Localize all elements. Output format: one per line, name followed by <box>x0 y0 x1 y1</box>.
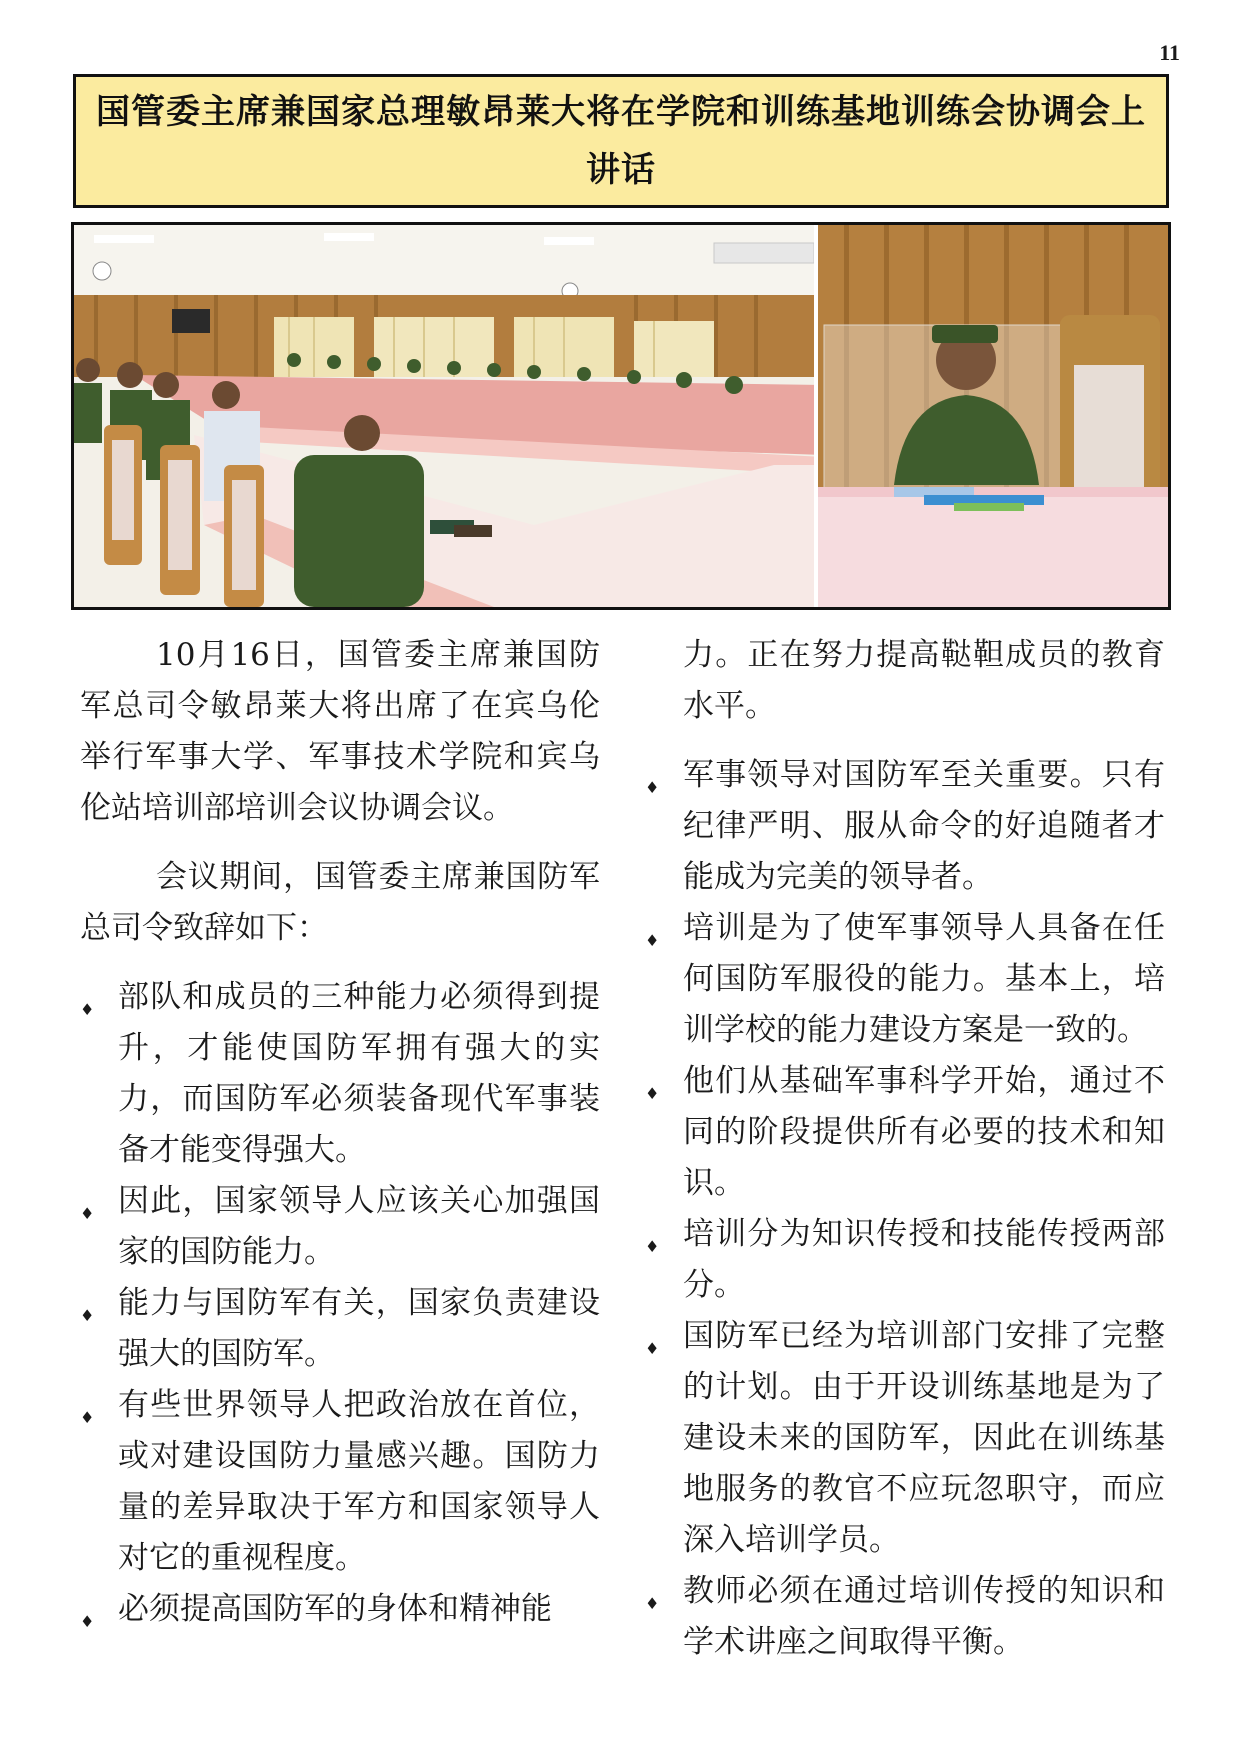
list-item: ♦ 因此，国家领导人应该关心加强国家的国防能力。 <box>80 1183 600 1270</box>
meeting-photo <box>71 222 1171 610</box>
list-item: ♦ 军事领导对国防军至关重要。只有纪律严明、服从命令的好追随者才能成为完美的领导者。 <box>645 757 1165 895</box>
bullet-icon: ♦ <box>80 1000 95 1019</box>
intro-paragraph: 10月16日，国管委主席兼国防军总司令敏昂莱大将出席了在宾乌伦举行军事大学、军事技术学院和宾乌伦站培训部培训会议协调会议。 <box>80 637 600 826</box>
list-item: ♦ 培训分为知识传授和技能传授两部分。 <box>645 1216 1165 1303</box>
bullet-icon: ♦ <box>645 1237 660 1256</box>
list-item: ♦ 培训是为了使军事领导人具备在任何国防军服役的能力。基本上，培训学校的能力建设方案是一致的。 <box>645 910 1165 1048</box>
page-title: 国管委主席兼国家总理敏昂莱大将在学院和训练基地训练会协调会上讲话 <box>96 92 1146 190</box>
list-item: ♦ 必须提高国防军的身体和精神能 <box>80 1584 600 1635</box>
meeting-photo-illustration <box>74 225 1168 607</box>
bullet-icon: ♦ <box>645 1339 660 1358</box>
bullet-list-right <box>645 750 1165 1668</box>
bullet-icon: ♦ <box>645 931 660 950</box>
left-column <box>80 630 600 1635</box>
page-number: 11 <box>1159 40 1180 65</box>
bullet-list-left <box>80 972 600 1635</box>
bullet-icon: ♦ <box>80 1612 95 1631</box>
article-body <box>0 630 1240 1730</box>
list-item: ♦ 国防军已经为培训部门安排了完整的计划。由于开设训练基地是为了建设未来的国防军，因此在训练基地服务的教官不应玩忽职守，而应深入培训学员。 <box>645 1318 1165 1558</box>
title-banner <box>73 74 1169 208</box>
list-item: ♦ 教师必须在通过培训传授的知识和学术讲座之间取得平衡。 <box>645 1573 1165 1660</box>
officer <box>74 358 102 443</box>
bullet-icon: ♦ <box>80 1408 95 1427</box>
bullet-icon: ♦ <box>80 1204 95 1223</box>
list-item: ♦ 部队和成员的三种能力必须得到提升，才能使国防军拥有强大的实力，而国防军必须装备现代军事装备才能变得强大。 <box>80 979 600 1168</box>
bullet-icon: ♦ <box>645 1594 660 1613</box>
tv-screen <box>172 309 210 333</box>
list-item: ♦ 能力与国防军有关，国家负责建设强大的国防军。 <box>80 1285 600 1372</box>
list-item: ♦ 有些世界领导人把政治放在首位，或对建设国防力量感兴趣。国防力量的差异取决于军方和国家领导人对它的重视程度。 <box>80 1387 600 1576</box>
speech-intro: 会议期间，国管委主席兼国防军总司令致辞如下： <box>80 859 600 946</box>
continuation-text: 力。正在努力提高鞑靼成员的教育水平。 <box>683 637 1165 724</box>
clock-icon <box>93 262 111 280</box>
bullet-icon: ♦ <box>80 1306 95 1325</box>
bullet-icon: ♦ <box>645 778 660 797</box>
right-column <box>645 630 1165 1668</box>
bullet-icon: ♦ <box>645 1084 660 1103</box>
list-item: ♦ 他们从基础军事科学开始，通过不同的阶段提供所有必要的技术和知识。 <box>645 1063 1165 1201</box>
